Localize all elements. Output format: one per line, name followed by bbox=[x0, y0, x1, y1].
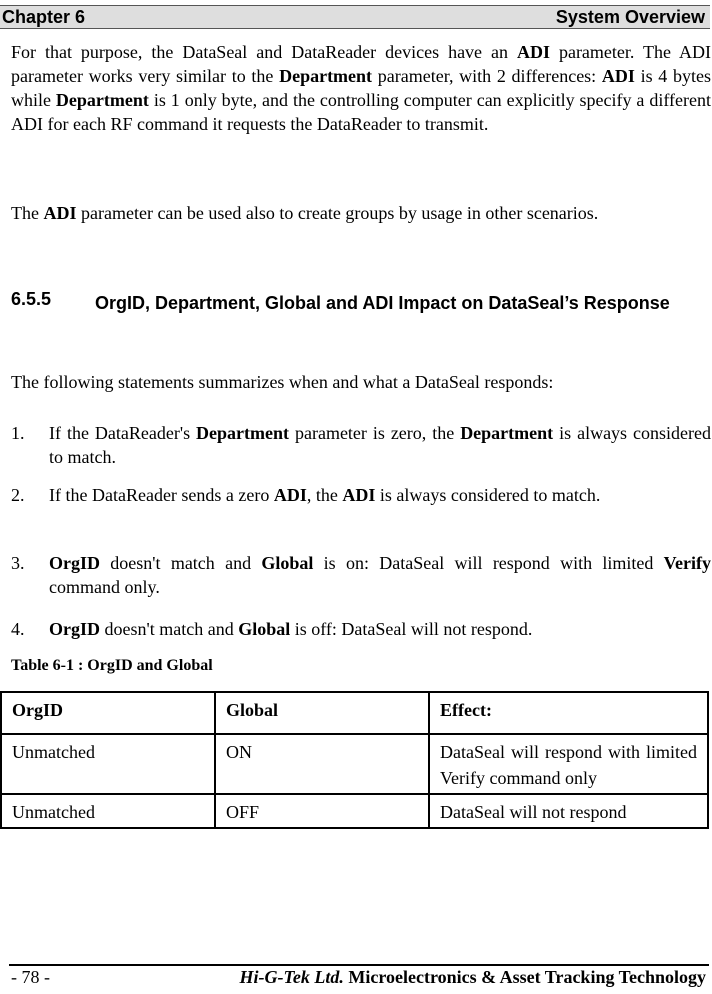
list-number: 1. bbox=[11, 423, 25, 443]
orgid-global-table bbox=[0, 691, 709, 829]
list-number: 4. bbox=[11, 619, 25, 639]
intro-paragraph-1: For that purpose, the DataSeal and DataReader devices have an ADI parameter. The ADI parameter works very similar to the Department parameter, with 2 differences: ADI is 4 bytes while Department is 1 only byte, and the controlling computer can explicitly specify a different ADI for each RF command it requests the DataReader to transmit. bbox=[11, 42, 711, 134]
section-title: OrgID, Department, Global and ADI Impact on DataSeal’s Response bbox=[95, 293, 670, 313]
table-cell: Unmatched bbox=[1, 794, 215, 828]
list-text: OrgID doesn't match and Global is on: DataSeal will respond with limited Verify command only. bbox=[49, 553, 711, 597]
table-cell: ON bbox=[215, 734, 429, 794]
list-text: If the DataReader's Department parameter is zero, the Department is always considered to match. bbox=[49, 423, 711, 467]
table-cell: DataSeal will not respond bbox=[429, 794, 708, 828]
intro-paragraph-2: The ADI parameter can be used also to create groups by usage in other scenarios. bbox=[11, 203, 599, 223]
company-tagline: Microelectronics & Asset Tracking Technology bbox=[348, 967, 706, 987]
section-number: 6.5.5 bbox=[11, 289, 52, 309]
column-header: Effect: bbox=[429, 692, 708, 734]
column-header: Global bbox=[215, 692, 429, 734]
page-header bbox=[0, 5, 710, 29]
table-cell: Unmatched bbox=[1, 734, 215, 794]
list-text: If the DataReader sends a zero ADI, the ADI is always considered to match. bbox=[49, 485, 601, 505]
column-header: OrgID bbox=[1, 692, 215, 734]
footer-rule bbox=[9, 964, 709, 966]
table-row bbox=[1, 734, 708, 794]
table-cell: OFF bbox=[215, 794, 429, 828]
table-row bbox=[1, 794, 708, 828]
lead-paragraph: The following statements summarizes when and what a DataSeal responds: bbox=[11, 372, 554, 392]
footer-company bbox=[240, 967, 706, 988]
table-cell: DataSeal will respond with limited Verify command only bbox=[429, 734, 708, 794]
section-label: System Overview bbox=[555, 7, 705, 27]
list-number: 2. bbox=[11, 485, 25, 505]
page-number: - 78 - bbox=[11, 967, 50, 987]
list-text: OrgID doesn't match and Global is off: DataSeal will not respond. bbox=[49, 619, 533, 639]
table-caption: Table 6-1 : OrgID and Global bbox=[11, 657, 213, 674]
company-name: Hi-G-Tek Ltd. bbox=[239, 967, 344, 987]
table-header-row bbox=[1, 692, 708, 734]
chapter-label: Chapter 6 bbox=[2, 7, 86, 27]
list-number: 3. bbox=[11, 553, 25, 573]
